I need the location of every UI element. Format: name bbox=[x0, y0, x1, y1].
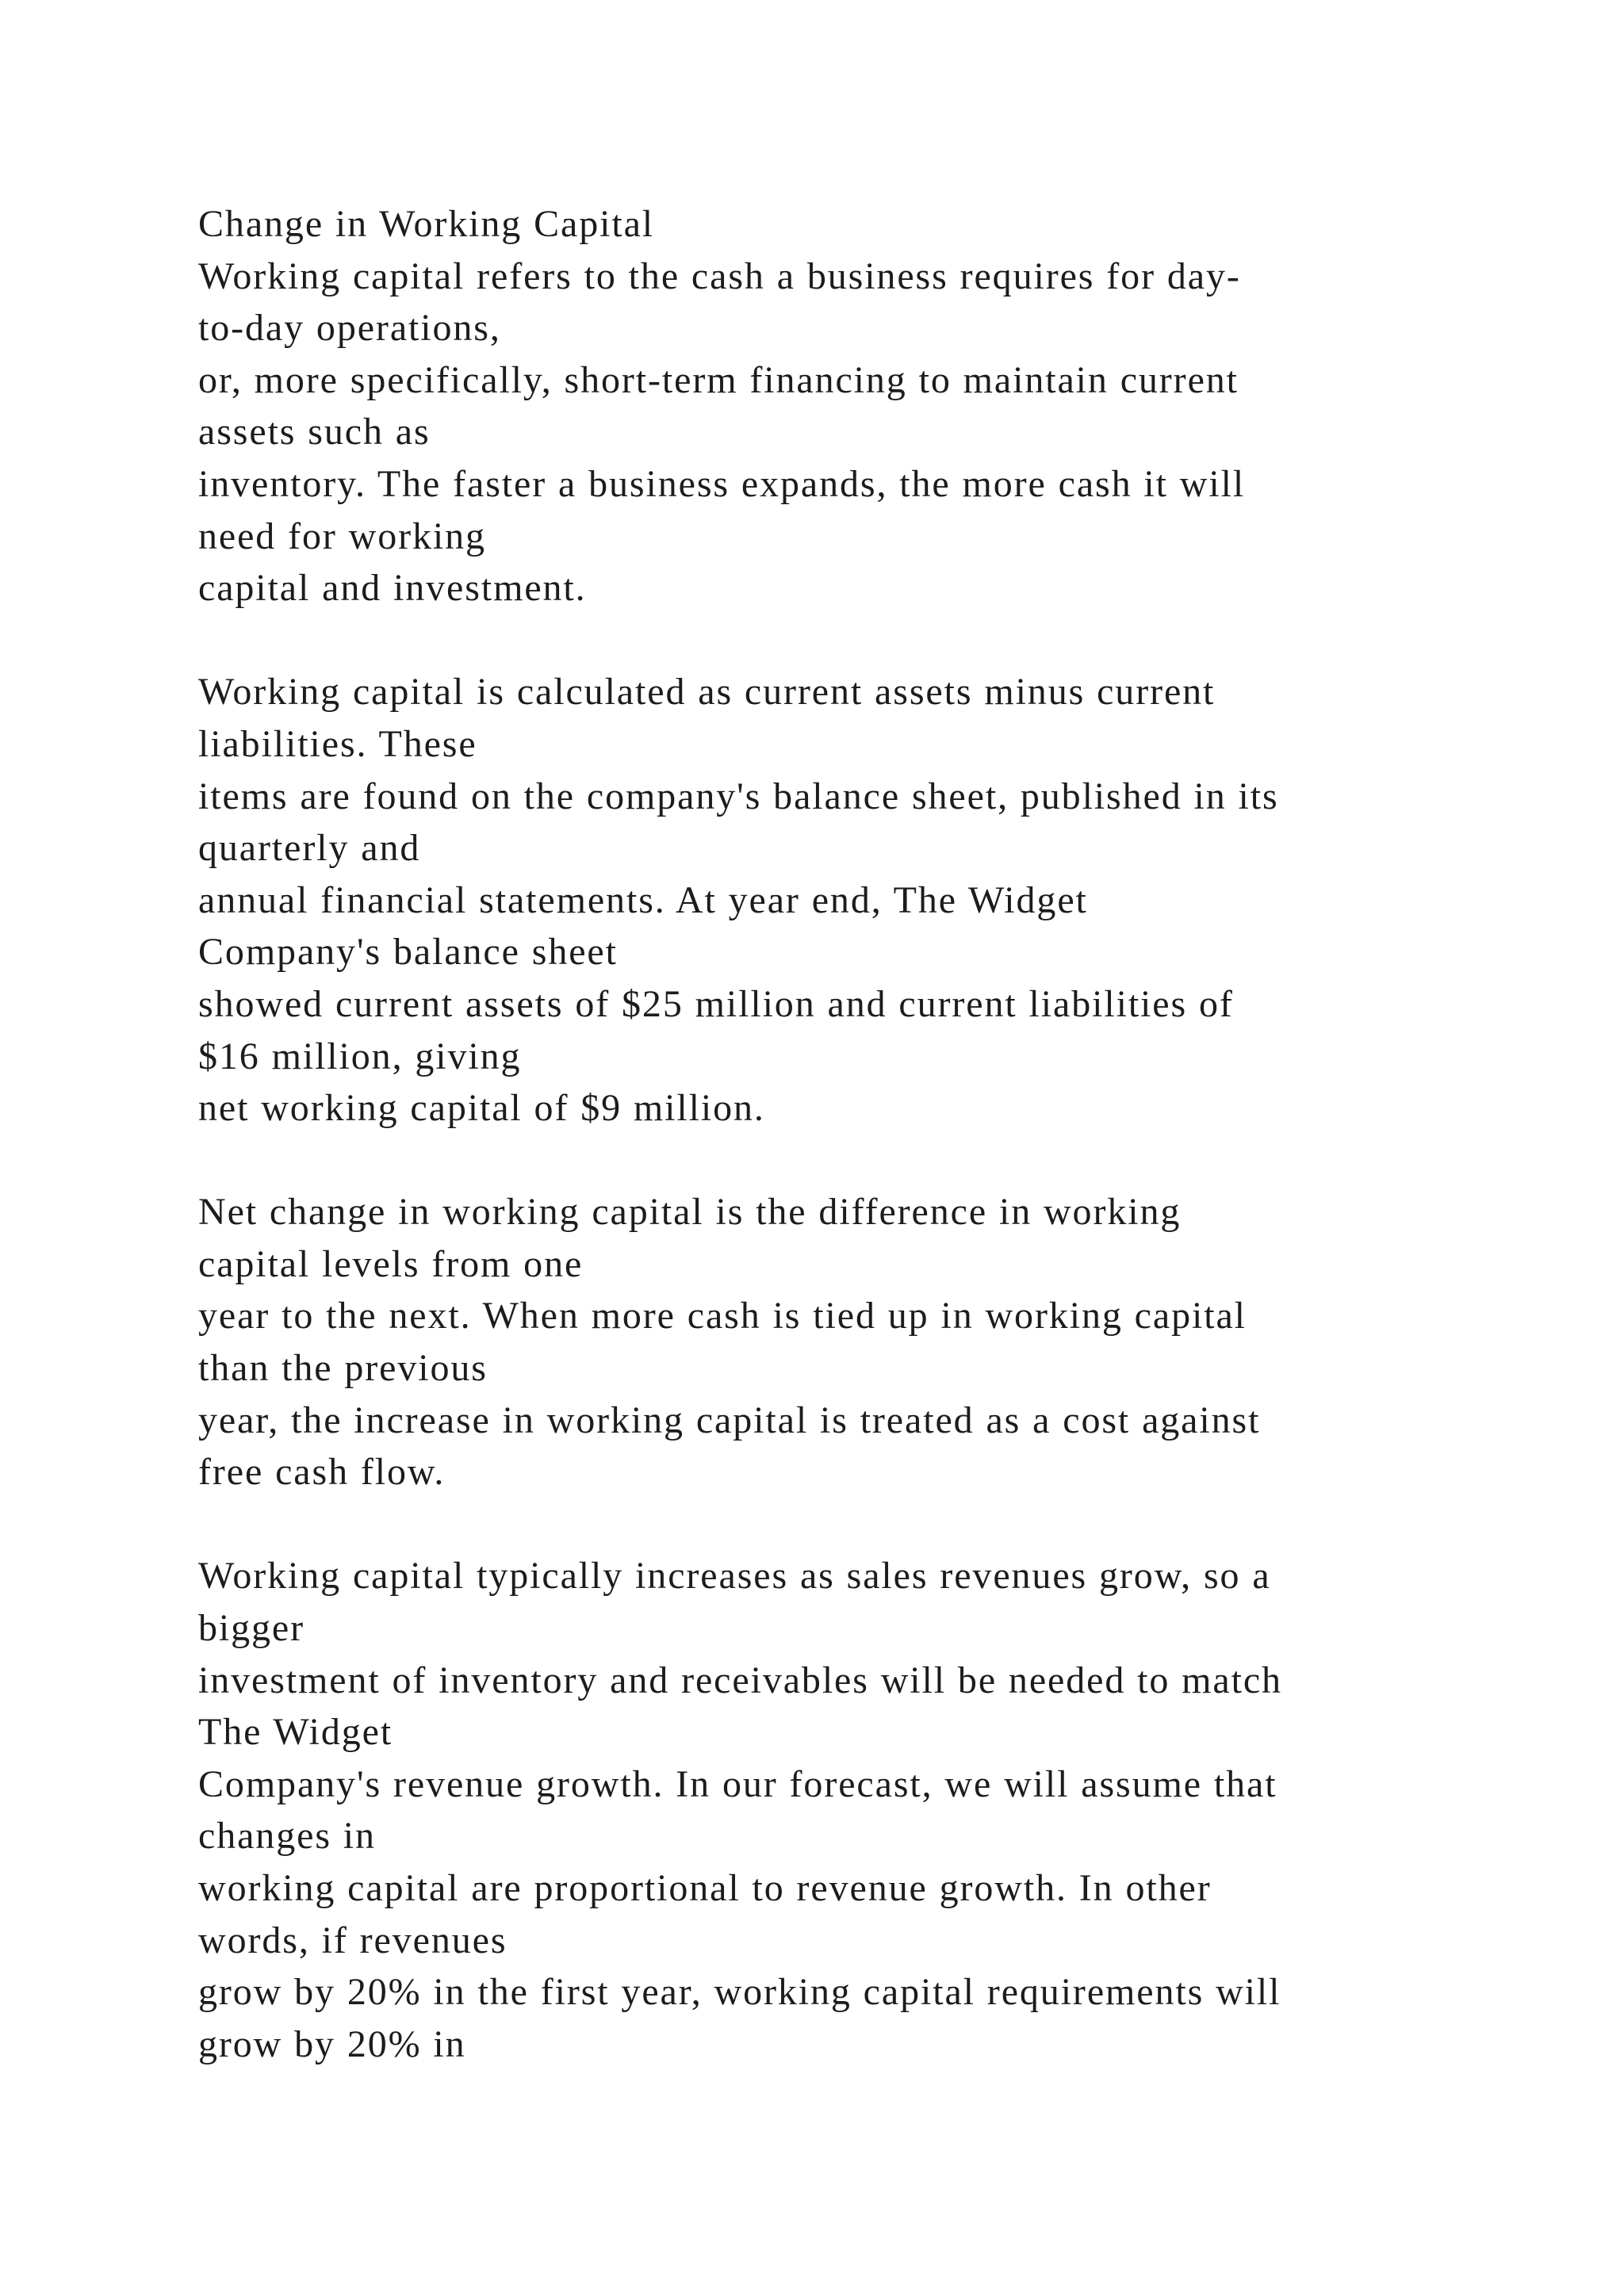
paragraph-line: inventory. The faster a business expands, the more cash it will bbox=[198, 462, 1246, 505]
paragraph-line: to-day operations, bbox=[198, 307, 501, 350]
paragraph-line: $16 million, giving bbox=[198, 1035, 522, 1077]
paragraph-line: than the previous bbox=[198, 1347, 488, 1390]
paragraph-line: Company's balance sheet bbox=[198, 931, 618, 974]
paragraph-spacer bbox=[198, 614, 1507, 667]
paragraph-4 bbox=[198, 1550, 1507, 2070]
paragraph-spacer bbox=[198, 1135, 1507, 1187]
paragraph-line: Company's revenue growth. In our forecast, we will assume that bbox=[198, 1762, 1277, 1805]
document-title: Change in Working Capital bbox=[198, 203, 655, 245]
paragraph-line: year to the next. When more cash is tied up in working capital bbox=[198, 1295, 1247, 1337]
paragraph-line: Working capital typically increases as sales revenues grow, so a bbox=[198, 1555, 1271, 1598]
paragraph-line: The Widget bbox=[198, 1711, 393, 1754]
paragraph-line: need for working bbox=[198, 515, 486, 557]
paragraph-line: Working capital is calculated as current assets minus current bbox=[198, 671, 1216, 714]
paragraph-line: annual financial statements. At year end, The Widget bbox=[198, 878, 1088, 921]
paragraph-line: investment of inventory and receivables will be needed to match bbox=[198, 1659, 1282, 1701]
paragraph-line: quarterly and bbox=[198, 827, 421, 870]
paragraph-line: assets such as bbox=[198, 411, 431, 453]
paragraph-line: Net change in working capital is the difference in working bbox=[198, 1191, 1182, 1234]
paragraph-line: items are found on the company's balance sheet, published in its bbox=[198, 775, 1279, 817]
paragraph-line: or, more specifically, short-term financing to maintain current bbox=[198, 358, 1239, 401]
paragraph-line: capital levels from one bbox=[198, 1242, 584, 1285]
paragraph-line: liabilities. These bbox=[198, 722, 477, 765]
paragraph-1 bbox=[198, 251, 1507, 614]
paragraph-line: net working capital of $9 million. bbox=[198, 1087, 765, 1130]
paragraph-3 bbox=[198, 1186, 1507, 1498]
paragraph-line: working capital are proportional to revenue growth. In other bbox=[198, 1867, 1212, 1909]
paragraph-line: changes in bbox=[198, 1815, 376, 1858]
paragraph-spacer bbox=[198, 1498, 1507, 1551]
paragraph-line: year, the increase in working capital is treated as a cost against bbox=[198, 1399, 1261, 1441]
paragraph-2 bbox=[198, 666, 1507, 1134]
paragraph-line: Working capital refers to the cash a business requires for day- bbox=[198, 254, 1241, 297]
paragraph-line: capital and investment. bbox=[198, 567, 587, 610]
paragraph-line: grow by 20% in bbox=[198, 2022, 466, 2065]
paragraph-line: free cash flow. bbox=[198, 1451, 446, 1494]
paragraph-line: words, if revenues bbox=[198, 1919, 508, 1961]
paragraph-line: bigger bbox=[198, 1607, 305, 1650]
paragraph-line: showed current assets of $25 million and current liabilities of bbox=[198, 982, 1234, 1025]
paragraph-line: grow by 20% in the first year, working capital requirements will bbox=[198, 1971, 1281, 2014]
document-body bbox=[198, 198, 1507, 2070]
